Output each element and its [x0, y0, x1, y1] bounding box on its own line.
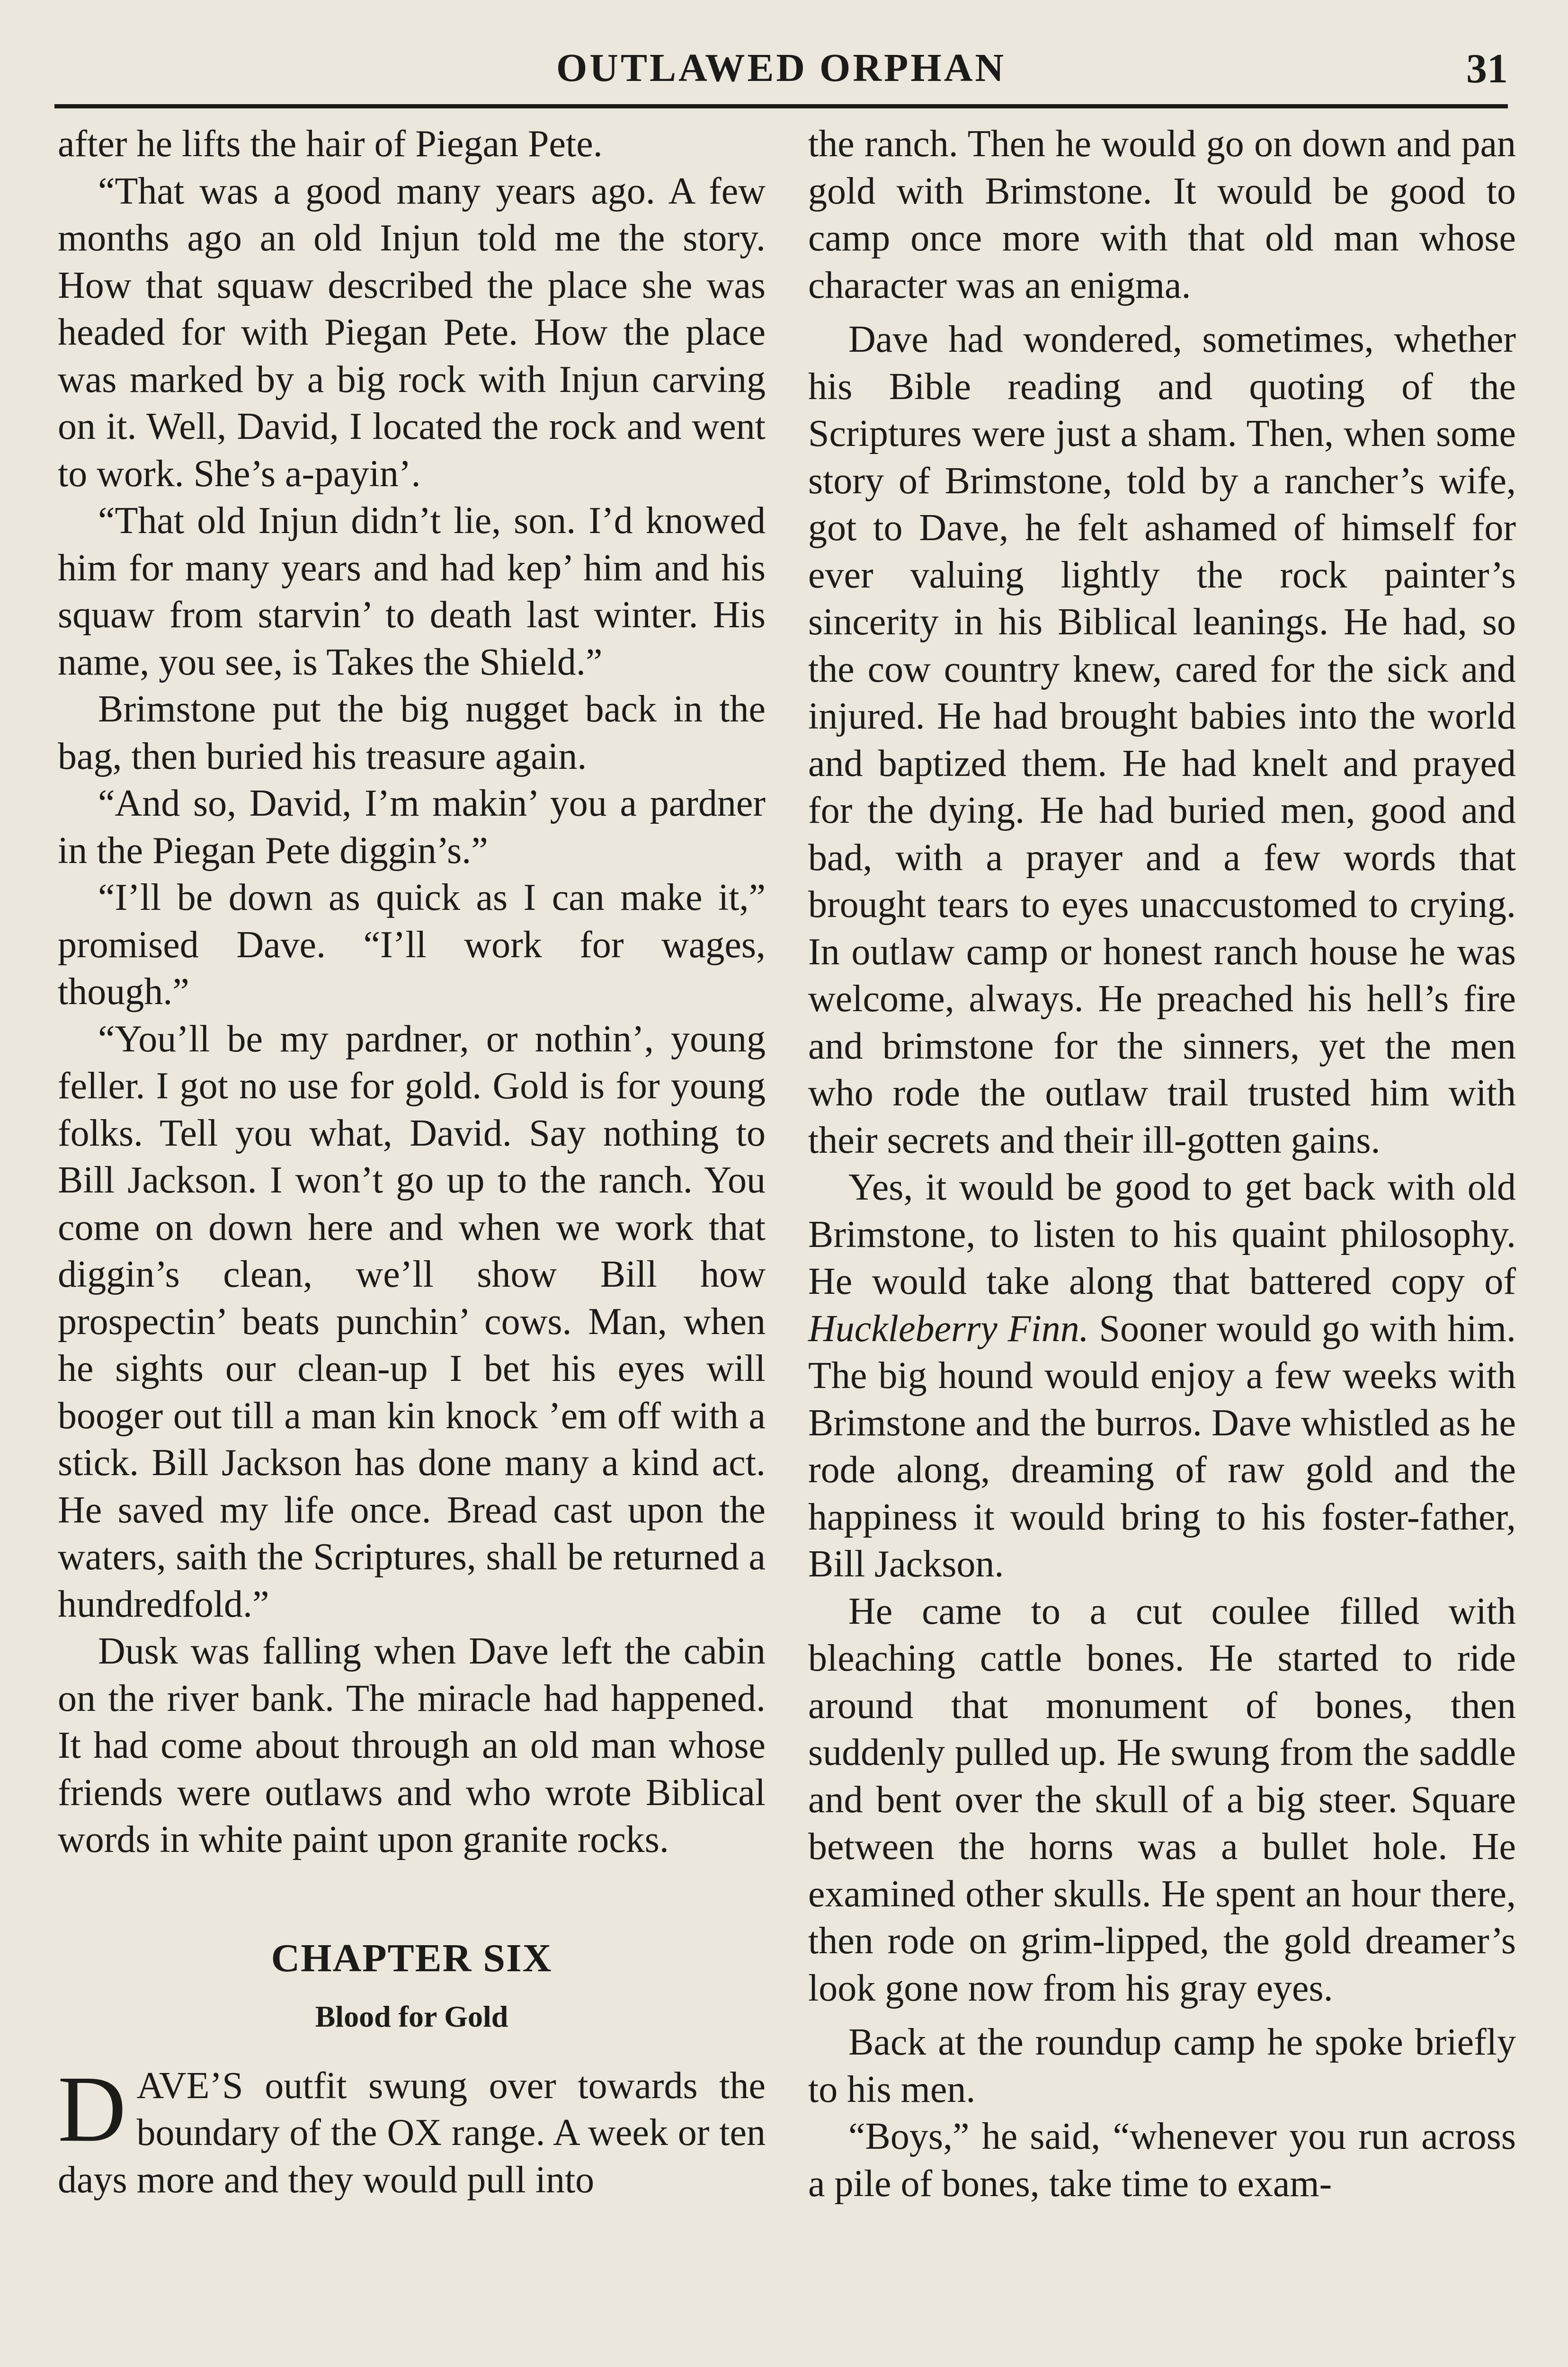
drop-cap: D [58, 2056, 126, 2162]
opening-text: AVE’S outfit swung over towards the boundary of the OX range. A week or ten days more and they would pull into [58, 2064, 766, 2201]
paragraph: Dave had wondered, sometimes, whether his Bible reading and quoting of the Scriptures were just a sham. Then, when some story of Brimstone, told by a rancher’s wife, got to Dave, he felt ashamed of himself for ever valuing lightly the rock painter’s sincerity in his Biblical leanings. He had, so the cow country knew, cared for the sick and injured. He had brought babies into the world and baptized them. He had knelt and prayed for the dying. He had buried men, good and bad, with a prayer and a few words that brought tears to eyes unaccustomed to crying. In outlaw camp or honest ranch house he was welcome, always. He preached his hell’s fire and brimstone for the sinners, yet the men who rode the outlaw trail trusted him with their secrets and their ill-gotten gains. [808, 319, 1516, 1161]
paragraph: after he lifts the hair of Piegan Pete. [58, 123, 603, 165]
right-column [808, 121, 1516, 2207]
paragraph: the ranch. Then he would go on down and pan gold with Brimstone. It would be good to camp once more with that old man whose character was an enigma. [808, 123, 1516, 306]
chapter-opening-paragraph [58, 2056, 766, 2204]
paragraph: Brimstone put the big nugget back in the bag, then buried his treasure again. [58, 688, 766, 777]
paragraph-text: Yes, it would be good to get back with old Brimstone, to listen to his quaint philosophy. He would take along that battered copy of [808, 1166, 1516, 1302]
paragraph-text: Sooner would go with him. The big hound would enjoy a few weeks with Brimstone and the burros. Dave whistled as he rode along, dreaming of raw gold and the happiness it would bring to his foster-father, Bill Jackson. [808, 1308, 1516, 1585]
header-rule [54, 104, 1508, 108]
paragraph: “That was a good many years ago. A few months ago an old Injun told me the story. How that squaw described the place she was headed for with Piegan Pete. How the place was marked by a big rock with Injun carving on it. Well, David, I located the rock and went to work. She’s a-payin’. [58, 170, 766, 495]
chapter-subtitle: Blood for Gold [315, 1999, 508, 2033]
running-title: OUTLAWED ORPHAN [556, 46, 1007, 90]
paragraph: “You’ll be my pardner, or nothin’, young feller. I got no use for gold. Gold is for young folks. Tell you what, David. Say nothing to Bill Jackson. I won’t go up to the ranch. You come on down here and when we work that diggin’s clean, we’ll show Bill how prospectin’ beats punchin’ cows. Man, when he sights our clean-up I bet his eyes will booger out till a man kin knock ’em off with a stick. Bill Jackson has done many a kind act. He saved my life once. Bread cast upon the waters, saith the Scriptures, shall be returned a hundredfold.” [58, 1018, 766, 1625]
paragraph: Dusk was falling when Dave left the cabin on the river bank. The miracle had happened. It had come about through an old man whose friends were outlaws and who wrote Biblical words in white paint upon granite rocks. [58, 1630, 766, 1860]
paragraph: “And so, David, I’m makin’ you a pardner in the Piegan Pete diggin’s.” [58, 783, 766, 872]
page-number: 31 [1466, 46, 1508, 92]
paragraph: Back at the roundup camp he spoke briefly to his men. [808, 2021, 1516, 2110]
book-title: Huckleberry Finn. [808, 1308, 1089, 1350]
paragraph [808, 1164, 1516, 1588]
paragraph: “Boys,” he said, “whenever you run across a pile of bones, take time to exam- [808, 2116, 1516, 2205]
left-column [58, 121, 766, 2204]
paragraph: “I’ll be down as quick as I can make it,” promised Dave. “I’ll work for wages, though.” [58, 877, 766, 1013]
paragraph: He came to a cut coulee filled with bleaching cattle bones. He started to ride around that monument of bones, then suddenly pulled up. He swung from the saddle and bent over the skull of a big steer. Square between the horns was a bullet hole. He examined other skulls. He spent an hour there, then rode on grim-lipped, the gold dreamer’s look gone now from his gray eyes. [808, 1590, 1516, 2009]
paragraph: “That old Injun didn’t lie, son. I’d knowed him for many years and had kep’ him and his squaw from starvin’ to death last winter. His name, you see, is Takes the Shield.” [58, 500, 766, 683]
chapter-heading: CHAPTER SIX [271, 1936, 552, 1980]
page-header [54, 45, 1508, 107]
